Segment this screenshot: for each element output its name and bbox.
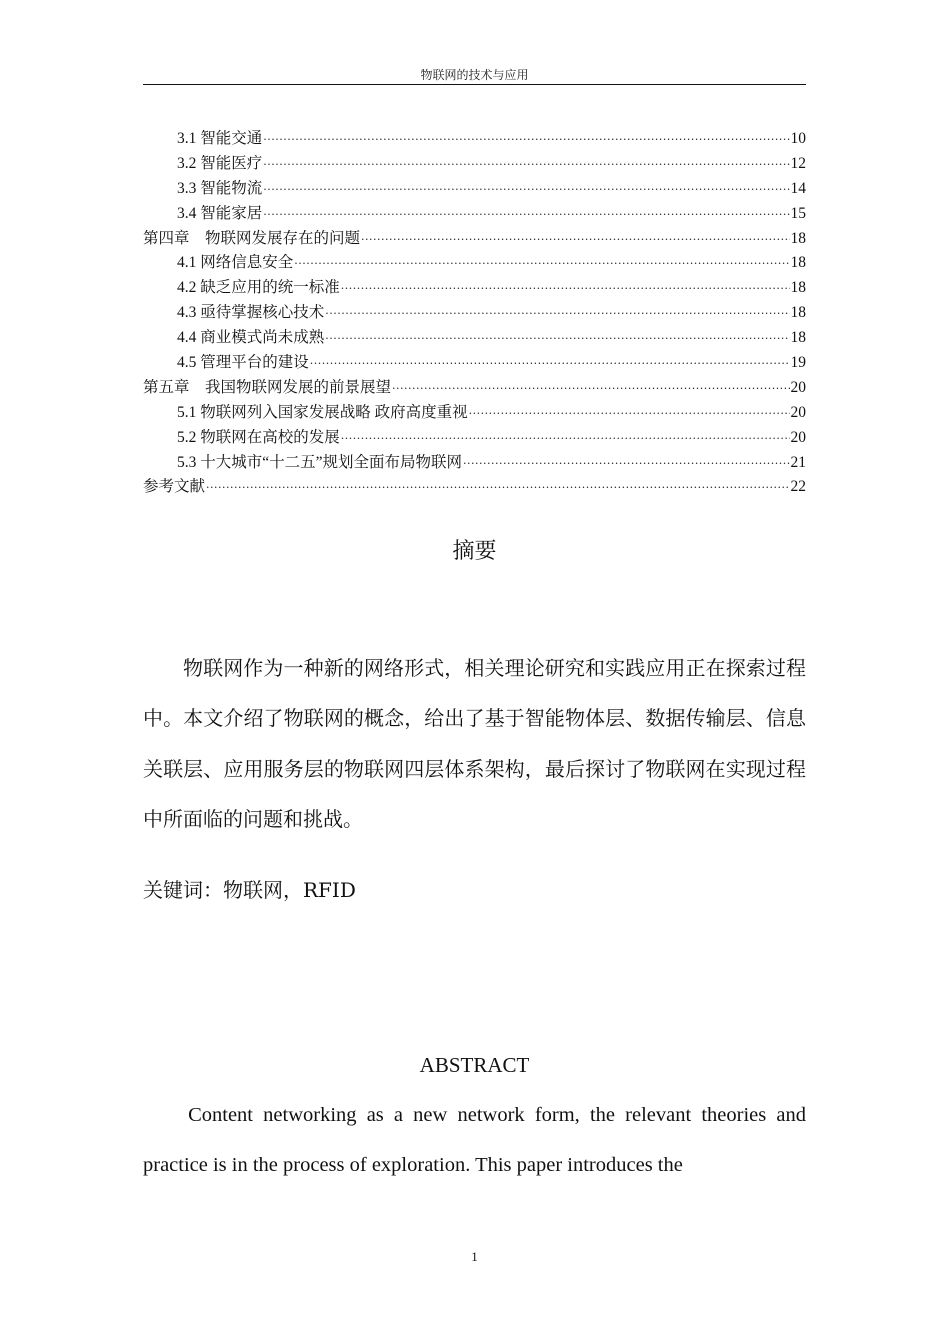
page-header: 物联网的技术与应用 bbox=[420, 68, 529, 82]
toc-entry-label: 4.4 商业模式尚未成熟 bbox=[177, 329, 325, 347]
abstract-cn-title: 摘要 bbox=[452, 539, 497, 564]
toc-entry bbox=[143, 325, 806, 350]
toc-entry-page: 18 bbox=[790, 329, 806, 347]
toc-leader-dots bbox=[263, 133, 789, 146]
toc-entry-label: 4.2 缺乏应用的统一标准 bbox=[177, 279, 340, 297]
toc-entry bbox=[143, 425, 806, 450]
toc-leader-dots bbox=[341, 432, 790, 445]
header-rule bbox=[143, 84, 806, 85]
toc-entry-label: 3.3 智能物流 bbox=[177, 179, 263, 197]
toc-entry-label: 参考文献 bbox=[143, 477, 206, 496]
toc-leader-dots bbox=[463, 457, 789, 470]
toc-leader-dots bbox=[263, 158, 789, 171]
toc-entry bbox=[143, 176, 806, 201]
toc-entry-page: 18 bbox=[790, 254, 806, 272]
toc-entry bbox=[143, 450, 806, 475]
toc-entry-label: 第五章 我国物联网发展的前景展望 bbox=[143, 377, 392, 396]
toc-leader-dots bbox=[294, 257, 789, 270]
toc-entry-page: 14 bbox=[790, 179, 806, 197]
toc-entry-page: 18 bbox=[790, 279, 806, 297]
toc-leader-dots bbox=[263, 183, 789, 196]
toc-entry-label: 5.1 物联网列入国家发展战略 政府高度重视 bbox=[177, 403, 468, 421]
toc-leader-dots bbox=[263, 208, 789, 221]
toc-entry-label: 4.5 管理平台的建设 bbox=[177, 354, 309, 372]
toc-entry bbox=[143, 400, 806, 425]
abstract-cn-body: 物联网作为一种新的网络形式，相关理论研究和实践应用正在探索过程中。本文介绍了物联网的概念，给出了基于智能物体层、数据传输层、信息关联层、应用服务层的物联网四层体系架构，最后探讨了物联网在实现过程中所面临的问题和挑战。 bbox=[143, 656, 806, 831]
toc-leader-dots bbox=[469, 407, 790, 420]
abstract-en-body: Content networking as a new network form, the relevant theories and practice is in the process of exploration. This paper introduces the bbox=[143, 1104, 806, 1177]
toc-leader-dots bbox=[361, 233, 789, 246]
abstract-en-title: ABSTRACT bbox=[419, 1053, 530, 1077]
toc-entry bbox=[143, 474, 806, 499]
toc-entry bbox=[143, 350, 806, 375]
toc-entry bbox=[143, 250, 806, 275]
toc-entry-label: 4.1 网络信息安全 bbox=[177, 254, 294, 272]
toc-entry-label: 第四章 物联网发展存在的问题 bbox=[143, 228, 361, 247]
toc-entry-page: 22 bbox=[790, 478, 806, 496]
toc-entry-label: 5.2 物联网在高校的发展 bbox=[177, 428, 340, 446]
toc-entry bbox=[143, 275, 806, 300]
toc-leader-dots bbox=[325, 307, 789, 320]
toc-entry-label: 3.2 智能医疗 bbox=[177, 154, 263, 172]
toc-entry bbox=[143, 201, 806, 226]
toc-leader-dots bbox=[341, 282, 790, 295]
toc-leader-dots bbox=[392, 382, 789, 395]
toc-entry-page: 15 bbox=[790, 204, 806, 222]
toc-entry-page: 18 bbox=[790, 229, 806, 247]
toc-entry bbox=[143, 300, 806, 325]
toc-leader-dots bbox=[325, 332, 789, 345]
toc-entry-label: 3.4 智能家居 bbox=[177, 204, 263, 222]
toc-entry-page: 20 bbox=[790, 378, 806, 396]
toc-entry-page: 18 bbox=[790, 304, 806, 322]
toc-entry-label: 4.3 亟待掌握核心技术 bbox=[177, 304, 325, 322]
toc-entry-label: 3.1 智能交通 bbox=[177, 130, 263, 147]
keywords bbox=[143, 874, 356, 906]
toc-entry-page: 21 bbox=[790, 453, 806, 471]
toc-leader-dots bbox=[310, 357, 790, 370]
toc-entry-page: 20 bbox=[790, 403, 806, 421]
toc-entry bbox=[143, 375, 806, 400]
toc-entry-label: 5.3 十大城市“十二五”规划全面布局物联网 bbox=[177, 453, 463, 471]
toc-entry bbox=[143, 151, 806, 176]
toc-entry-page: 19 bbox=[790, 354, 806, 372]
table-of-contents bbox=[143, 126, 806, 499]
toc-leader-dots bbox=[206, 481, 789, 494]
keywords-value: 物联网，RFID bbox=[223, 878, 356, 902]
keywords-label: 关键词： bbox=[143, 878, 223, 902]
toc-entry-page: 10 bbox=[790, 130, 806, 147]
toc-entry bbox=[143, 226, 806, 251]
toc-entry bbox=[143, 126, 806, 151]
page-number: 1 bbox=[471, 1249, 478, 1264]
toc-entry-page: 20 bbox=[790, 428, 806, 446]
toc-entry-page: 12 bbox=[790, 154, 806, 172]
